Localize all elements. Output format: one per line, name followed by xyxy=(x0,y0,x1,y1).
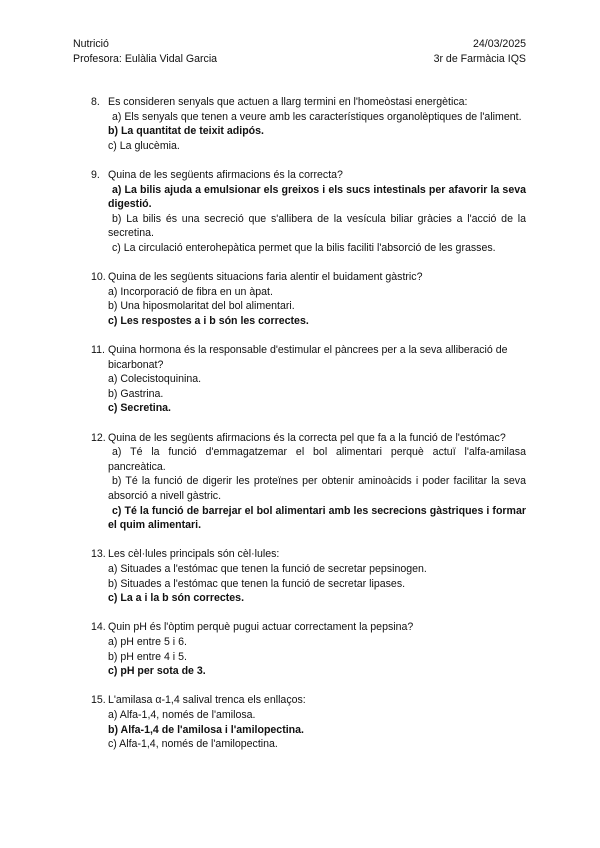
option-c: c) La a i la b són correctes. xyxy=(108,592,245,605)
page-header xyxy=(73,37,526,66)
question-number: 14. xyxy=(91,621,106,634)
question-12 xyxy=(91,431,526,533)
question-text: Quina hormona és la responsable d'estimular el pàncrees per a la seva alliberació de bicarbonat? xyxy=(108,344,508,371)
question-number: 13. xyxy=(91,548,106,561)
option-b: b) Té la funció de digerir les proteïnes per obtenir aminoàcids i poder facilitar la seva absorció a nivell gàstric. xyxy=(108,475,526,503)
question-14 xyxy=(91,620,526,678)
question-text: L'amilasa α-1,4 salival trenca els enllaços: xyxy=(108,694,306,707)
option-b: b) La bilis és una secreció que s'allibera de la vesícula biliar gràcies a l'acció de la secretina. xyxy=(108,212,526,240)
question-11 xyxy=(91,343,526,416)
subject-label: Nutrició xyxy=(73,38,109,50)
option-c: c) Les respostes a i b són les correctes. xyxy=(108,314,309,327)
question-list xyxy=(91,95,526,766)
question-8 xyxy=(91,95,526,153)
option-b: b) Una hiposmolaritat del bol alimentari. xyxy=(108,300,295,313)
option-b: b) pH entre 4 i 5. xyxy=(108,650,187,663)
date-label: 24/03/2025 xyxy=(472,38,526,50)
question-text: Quina de les següents situacions faria alentir el buidament gàstric? xyxy=(108,271,423,284)
option-a: a) Els senyals que tenen a veure amb les característiques organolèptiques de l'aliment. xyxy=(112,110,522,123)
course-label: 3r de Farmàcia IQS xyxy=(433,52,526,65)
question-13 xyxy=(91,547,526,605)
question-text: Quin pH és l'òptim perquè pugui actuar correctament la pepsina? xyxy=(108,621,414,634)
option-b: b) La quantitat de teixit adipós. xyxy=(108,125,264,138)
option-c: c) Secretina. xyxy=(108,402,172,415)
question-text: Les cèl·lules principals són cèl·lules: xyxy=(108,548,280,561)
question-text: Es consideren senyals que actuen a llarg termini en l'homeòstasi energètica: xyxy=(108,96,468,108)
option-a: a) pH entre 5 i 6. xyxy=(108,635,187,648)
question-10 xyxy=(91,270,526,328)
question-text: Quina de les següents afirmacions és la correcta pel que fa a la funció de l'estómac? xyxy=(108,431,506,444)
option-c: c) La circulació enterohepàtica permet que la bilis faciliti l'absorció de les grasses. xyxy=(112,241,496,254)
option-a: a) Situades a l'estómac que tenen la funció de secretar pepsinogen. xyxy=(108,563,427,575)
question-number: 11. xyxy=(91,344,105,357)
option-c: c) Alfa-1,4, només de l'amilopectina. xyxy=(108,738,278,751)
question-number: 9. xyxy=(91,168,100,181)
question-text: Quina de les següents afirmacions és la correcta? xyxy=(108,168,343,181)
option-c: c) Té la funció de barrejar el bol alimentari amb les secrecions gàstriques i formar el quim alimentari. xyxy=(108,504,526,532)
option-a: a) Incorporació de fibra en un àpat. xyxy=(108,285,273,298)
question-9 xyxy=(91,168,526,256)
option-a: a) La bilis ajuda a emulsionar els greixos i els sucs intestinals per afavorir la seva digestió. xyxy=(108,183,526,211)
question-number: 8. xyxy=(91,96,100,108)
option-a: a) Colecistoquinina. xyxy=(108,373,202,386)
header-row-1 xyxy=(73,37,526,52)
question-number: 10. xyxy=(91,271,106,284)
option-a: a) Té la funció d'emmagatzemar el bol alimentari perquè actuï l'alfa-amilasa pancreàtica. xyxy=(108,446,526,473)
option-c: c) pH per sota de 3. xyxy=(108,665,206,678)
question-number: 12. xyxy=(91,431,106,444)
option-b: b) Alfa-1,4 de l'amilosa i l'amilopectina. xyxy=(108,723,304,736)
option-b: b) Gastrina. xyxy=(108,387,164,400)
option-a: a) Alfa-1,4, només de l'amilosa. xyxy=(108,708,256,721)
option-b: b) Situades a l'estómac que tenen la funció de secretar lipases. xyxy=(108,577,406,590)
header-row-2 xyxy=(73,52,526,67)
question-number: 15. xyxy=(91,694,106,707)
question-15 xyxy=(91,693,526,751)
teacher-label: Profesora: Eulàlia Vidal Garcia xyxy=(73,52,218,65)
option-c: c) La glucèmia. xyxy=(108,139,180,152)
